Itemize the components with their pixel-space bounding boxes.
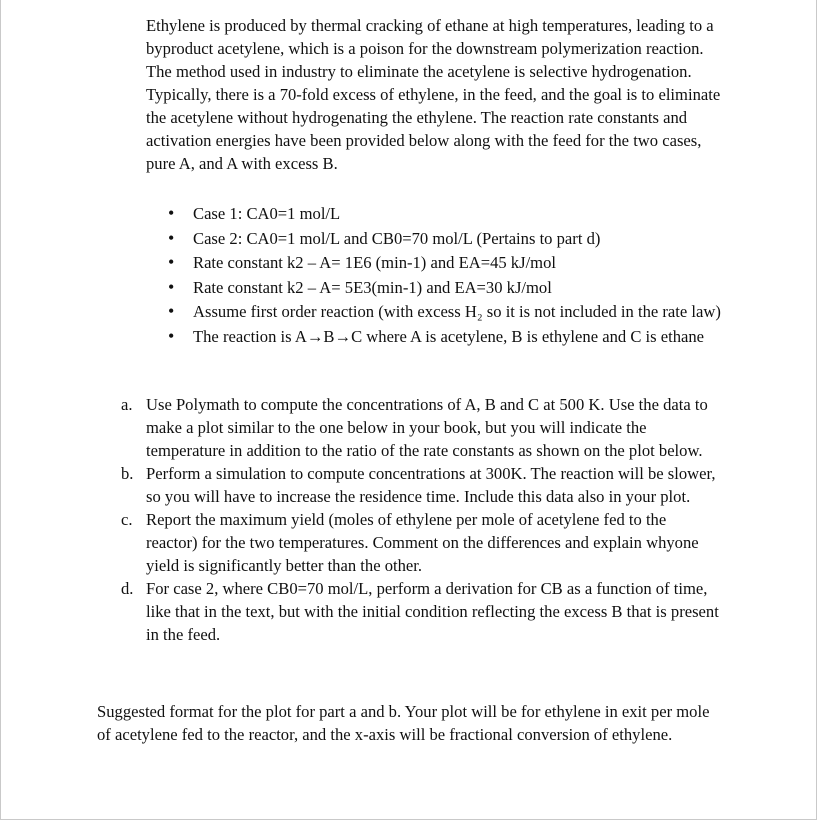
bullet-case-2: • Case 2: CA0=1 mol/L and CB0=70 mol/L (Pertains to part d): [146, 227, 721, 250]
part-d-marker: d.: [121, 579, 134, 598]
bullet-case-1: • Case 1: CA0=1 mol/L: [146, 202, 721, 225]
bullet-rate-constant-2: • Rate constant k2 – A= 5E3(min-1) and EA=30 kJ/mol: [146, 276, 721, 299]
part-a-marker: a.: [121, 395, 133, 414]
part-c-marker: c.: [121, 510, 133, 529]
part-d: [121, 577, 721, 646]
problem-parts-list: [121, 393, 721, 646]
intro-paragraph: Ethylene is produced by thermal cracking of ethane at high temperatures, leading to a byproduct acetylene, which is a poison for the downstream polymerization reaction. The method used in industry to eliminate the acetylene is selective hydrogenation. Typically, there is a 70-fold excess of ethylene, in the feed, and the goal is to eliminate the acetylene without hydrogenating the ethylene. The reaction rate constants and activation energies have been provided below along with the feed for the two cases, pure A, and A with excess B.: [146, 16, 721, 173]
part-a: [121, 393, 721, 462]
part-a-text: Use Polymath to compute the concentrations of A, B and C at 500 K. Use the data to make a plot similar to the one below in your book, but you will indicate the temperature in addition to the ratio of the rate constants as shown on the plot below.: [146, 395, 708, 460]
part-c-text: Report the maximum yield (moles of ethylene per mole of acetylene fed to the reactor) for the two temperatures. Comment on the differences and explain whyone yield is significantly better than the other.: [146, 510, 699, 575]
part-b-marker: b.: [121, 464, 134, 483]
bullet-reaction-scheme: • The reaction is A→B→C where A is acetylene, B is ethylene and C is ethane: [146, 325, 721, 348]
part-c: [121, 508, 721, 577]
part-b: [121, 462, 721, 508]
part-b-text: Perform a simulation to compute concentrations at 300K. The reaction will be slower, so you will have to increase the residence time. Include this data also in your plot.: [146, 464, 716, 506]
plot-format-paragraph: Suggested format for the plot for part a and b. Your plot will be for ethylene in exit per mole of acetylene fed to the reactor, and the x-axis will be fractional conversion of ethylene.: [97, 702, 710, 744]
part-d-text: For case 2, where CB0=70 mol/L, perform a derivation for CB as a function of time, like that in the text, but with the initial condition reflecting the excess B that is present in the feed.: [146, 579, 719, 644]
problem-conditions-list: [146, 202, 721, 349]
bullet-first-order-assumption: • Assume first order reaction (with excess H₂ so it is not included in the rate law): [146, 300, 721, 323]
bullet-rate-constant-1: • Rate constant k2 – A= 1E6 (min-1) and EA=45 kJ/mol: [146, 251, 721, 274]
